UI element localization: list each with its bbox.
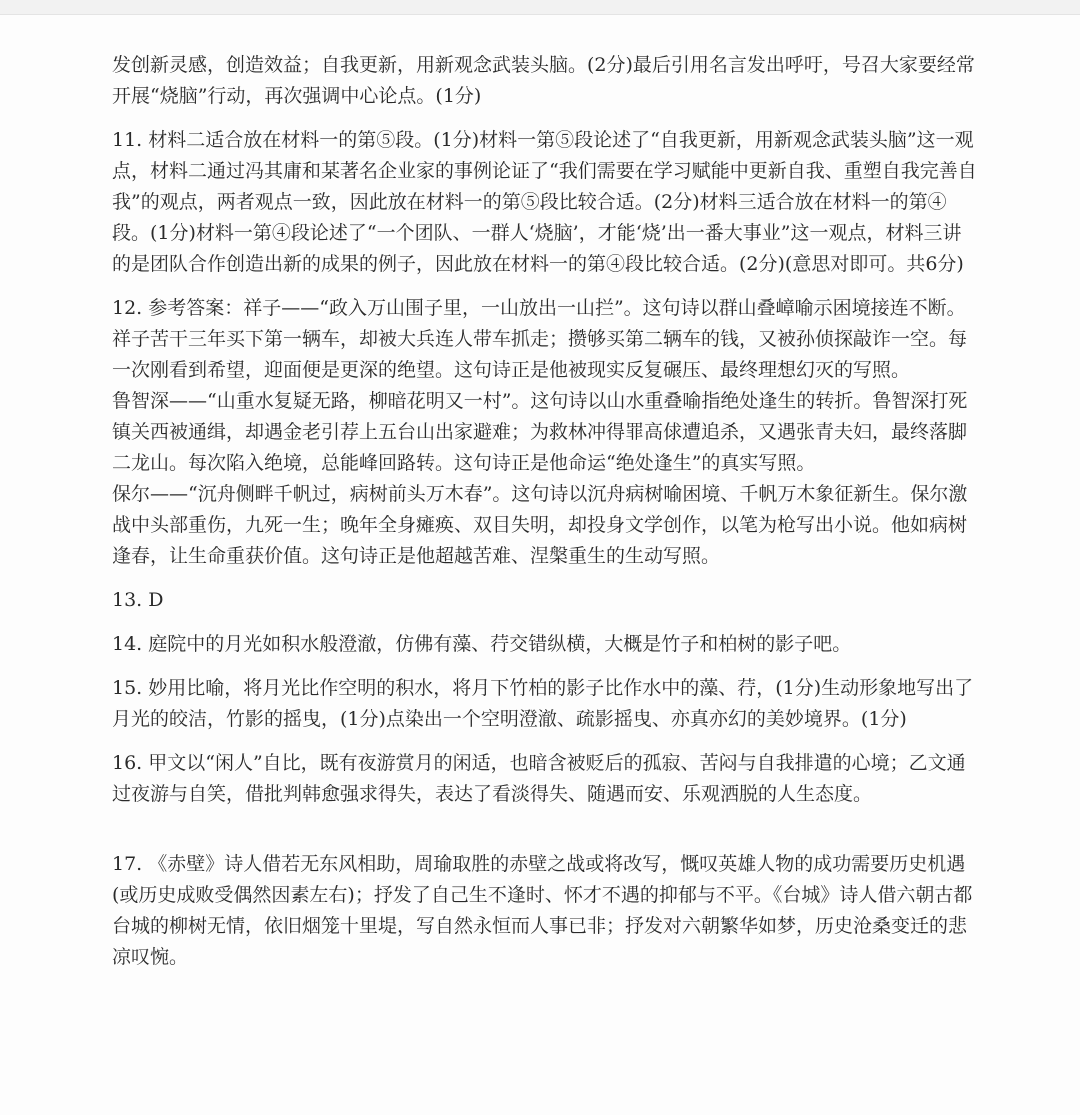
answer-14: 14. 庭院中的月光如积水般澄澈，仿佛有藻、荇交错纵横，大概是竹子和柏树的影子吧。 bbox=[112, 633, 852, 655]
answer-13: 13. D bbox=[112, 589, 164, 611]
paragraph-spacer bbox=[112, 823, 980, 849]
answer-11: 11. 材料二适合放在材料一的第⑤段。(1分)材料一第⑤段论述了“自我更新，用新观念武装头脑”这一观点，材料二通过冯其庸和某著名企业家的事例论证了“我们需要在学习赋能中更新自我、重塑自我完善自我”的观点，两者观点一致，因此放在材料一的第⑤段比较合适。(2分)材料三适合放在材料一的第④段。(1分)材料一第④段论述了“一个团队、一群人‘烧脑’，才能‘烧’出一番大事业”这一观点，材料三讲的是团队合作创造出新的成果的例子，因此放在材料一的第④段比较合适。(2分)(意思对即可。共6分) bbox=[112, 129, 977, 275]
answer-12-luzhishen: 鲁智深——“山重水复疑无路，柳暗花明又一村”。这句诗以山水重叠喻指绝处逢生的转折。鲁智深打死镇关西被通缉，却遇金老引荐上五台山出家避难；为救林冲得罪高俅遭追杀，又遇张青夫妇，最终落脚二龙山。每次陷入绝境，总能峰回路转。这句诗正是他命运“绝处逢生”的真实写照。 bbox=[112, 390, 968, 474]
answer-17: 17. 《赤壁》诗人借若无东风相助，周瑜取胜的赤壁之战或将改写，慨叹英雄人物的成功需要历史机遇(或历史成败受偶然因素左右)；抒发了自己生不逢时、怀才不遇的抑郁与不平。《台城》诗人借六朝古都台城的柳树无情，依旧烟笼十里堤，写自然永恒而人事已非；抒发对六朝繁华如梦，历史沧桑变迁的悲凉叹惋。 bbox=[112, 853, 973, 968]
viewer-top-strip bbox=[0, 0, 1080, 15]
answer-key-page bbox=[112, 50, 980, 986]
answer-12-xiangzi: 12. 参考答案：祥子——“政入万山围子里，一山放出一山拦”。这句诗以群山叠嶂喻示困境接连不断。祥子苦干三年买下第一辆车，却被大兵连人带车抓走；攒够买第二辆车的钱，又被孙侦探敲诈一空。每一次刚看到希望，迎面便是更深的绝望。这句诗正是他被现实反复碾压、最终理想幻灭的写照。 bbox=[112, 297, 968, 381]
answer-12-baoer: 保尔——“沉舟侧畔千帆过，病树前头万木春”。这句诗以沉舟病树喻困境、千帆万木象征新生。保尔激战中头部重伤，九死一生；晚年全身瘫痪、双目失明，却投身文学创作，以笔为枪写出小说。他如病树逢春，让生命重获价值。这句诗正是他超越苦难、涅槃重生的生动写照。 bbox=[112, 483, 968, 567]
answer-15: 15. 妙用比喻，将月光比作空明的积水，将月下竹柏的影子比作水中的藻、荇，(1分)生动形象地写出了月光的皎洁，竹影的摇曳，(1分)点染出一个空明澄澈、疏影摇曳、亦真亦幻的美妙境界。(1分) bbox=[112, 677, 974, 730]
paragraph-intro-continuation: 发创新灵感，创造效益；自我更新，用新观念武装头脑。(2分)最后引用名言发出呼吁，号召大家要经常开展“烧脑”行动，再次强调中心论点。(1分) bbox=[112, 54, 975, 107]
answer-16: 16. 甲文以“闲人”自比，既有夜游赏月的闲适，也暗含被贬后的孤寂、苦闷与自我排遣的心境；乙文通过夜游与自笑，借批判韩愈强求得失，表达了看淡得失、随遇而安、乐观洒脱的人生态度。 bbox=[112, 752, 966, 805]
